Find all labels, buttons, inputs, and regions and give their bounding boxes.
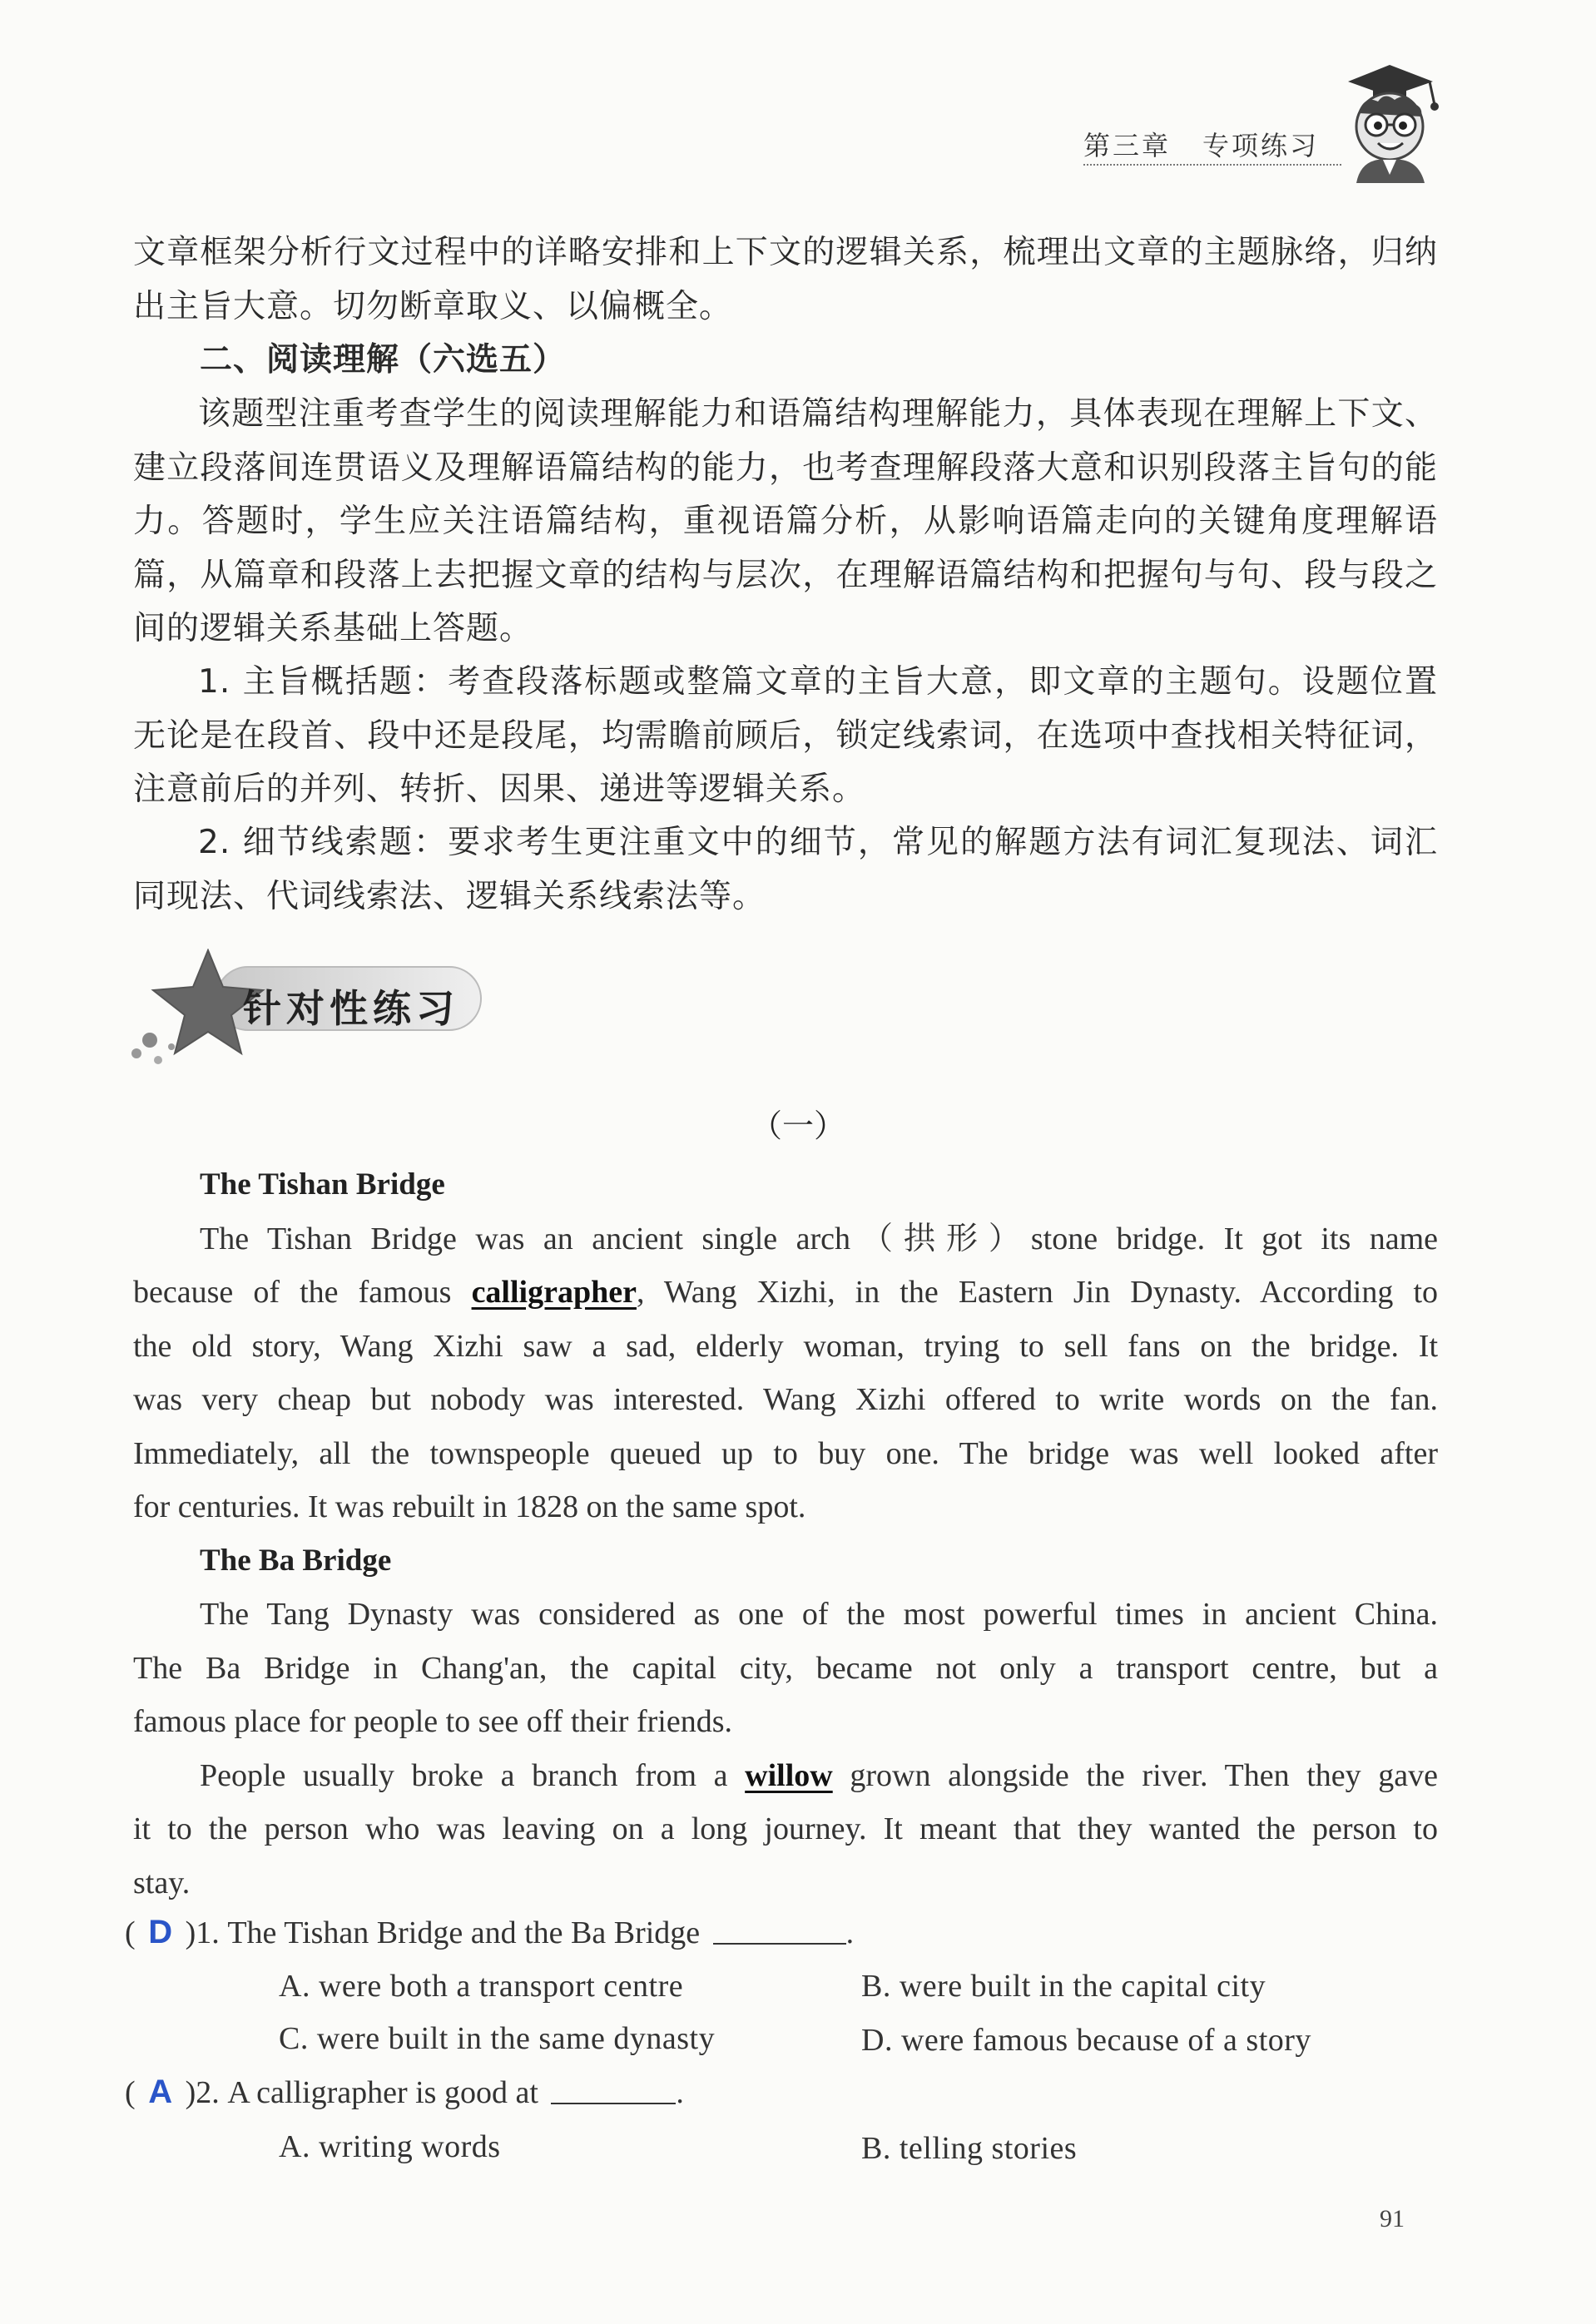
text-line: 2. 细节线索题：要求考生更注重文中的细节，常见的解题方法有词汇复现法、词汇 [198,824,1438,861]
text-line: 1. 主旨概括题：考查段落标题或整篇文章的主旨大意，即文章的主题句。设题位置 [198,663,1438,701]
text-line: 文章框架分析行文过程中的详略安排和上下文的逻辑关系，梳理出文章的主题脉络，归纳 [133,234,1438,271]
text-line: 出主旨大意。切勿断章取义、以偏概全。 [133,287,733,325]
passage-heading-1: The Tishan Bridge [200,1167,445,1202]
q2-option-b: B. telling stories [861,2131,1078,2166]
question-1-stem: The Tishan Bridge and the Ba Bridge [227,1915,701,1950]
text-line: 无论是在段首、段中还是段尾，均需瞻前顾后，锁定线索词，在选项中查找相关特征词， [133,716,1438,755]
text-line: famous place for people to see off their friends. [133,1704,732,1739]
q1-option-a: A. were both a transport centre [279,1969,684,2004]
text-line: 力。答题时，学生应关注语篇结构，重视语篇分析，从影响语篇走向的关键角度理解语 [133,503,1438,540]
q1-option-c: C. were built in the same dynasty [279,2021,716,2056]
text-line: 篇，从篇章和段落上去把握文章的结构与层次，在理解语篇结构和把握句与句、段与段之 [133,556,1438,594]
text-line: The Ba Bridge in Chang'an, the capital city, became not only a transport centre, but a [133,1650,1438,1686]
text-line: The Tishan Bridge was an ancient single arch（拱形）stone bridge. It got its name [200,1221,1438,1256]
reading-heading: 二、阅读理解（六选五） [200,341,567,379]
text-line: 注意前后的并列、转折、因果、递进等逻辑关系。 [133,771,866,808]
q2-option-a: A. writing words [279,2129,501,2164]
text-line: the old story, Wang Xizhi saw a sad, elderly woman, trying to sell fans on the bridge. It [133,1328,1438,1364]
question-2-stem: A calligrapher is good at [227,2075,538,2110]
text-line: 建立段落间连贯语义及理解语篇结构的能力，也考查理解段落大意和识别段落主旨句的能 [133,448,1438,487]
q1-option-d: D. were famous because of a story [861,2023,1311,2058]
section-heading [200,334,1504,388]
vocab-willow: willow [745,1757,833,1793]
text-line: for centuries. It was rebuilt in 1828 on the same spot. [133,1489,806,1524]
passage [133,1158,1438,1910]
text-line: stay. [133,1865,191,1900]
intro-paragraph-2 [133,388,1438,657]
intro-paragraph-1 [133,226,1438,334]
text-line: 同现法、代词线索法、逻辑关系线索法等。 [133,877,766,915]
header-dotted-line [1083,164,1341,166]
text-line: 间的逻辑关系基础上答题。 [133,610,533,647]
answer-2: A [148,2074,173,2110]
passage-heading-2: The Ba Bridge [200,1543,392,1578]
intro-paragraph-4 [133,816,1438,924]
answer-blank [551,2103,676,2104]
section-label: 专项练习 [1202,130,1320,161]
text-line: People usually broke a branch from a willow grown alongside the river. Then they gave [200,1757,1439,1793]
text-line: because of the famous calligrapher, Wang Xizhi, in the Eastern Jin Dynasty. According to [133,1275,1439,1310]
text-line: Immediately, all the townspeople queued up to buy one. The bridge was well looked after [133,1435,1438,1471]
intro-paragraph-3 [133,656,1438,817]
question-2: ( A )2. A calligrapher is good at . [125,2074,684,2110]
text-line: 该题型注重考查学生的阅读理解能力和语篇结构理解能力，具体表现在理解上下文、 [198,395,1438,433]
answer-1: D [148,1914,173,1950]
banner-title: 针对性练习 [243,986,459,1031]
question-1: ( D )1. The Tishan Bridge and the Ba Bridge . [125,1914,855,1950]
chapter-label: 第三章 [1083,130,1172,161]
text-line: was very cheap but nobody was interested. Wang Xizhi offered to write words on the fan. [133,1382,1438,1417]
chapter-header [1083,125,1319,163]
page-number: 91 [1380,2205,1405,2232]
answer-blank [713,1943,846,1945]
vocab-calligrapher: calligrapher [471,1275,637,1310]
part-title: （一） [750,1107,845,1144]
text-line: The Tang Dynasty was considered as one of the most powerful times in ancient China. [200,1597,1438,1632]
text-line: it to the person who was leaving on a long journey. It meant that they wanted the person to [133,1811,1438,1846]
q1-option-b: B. were built in the capital city [861,1969,1266,2004]
student-mascot-icon [1331,58,1448,183]
